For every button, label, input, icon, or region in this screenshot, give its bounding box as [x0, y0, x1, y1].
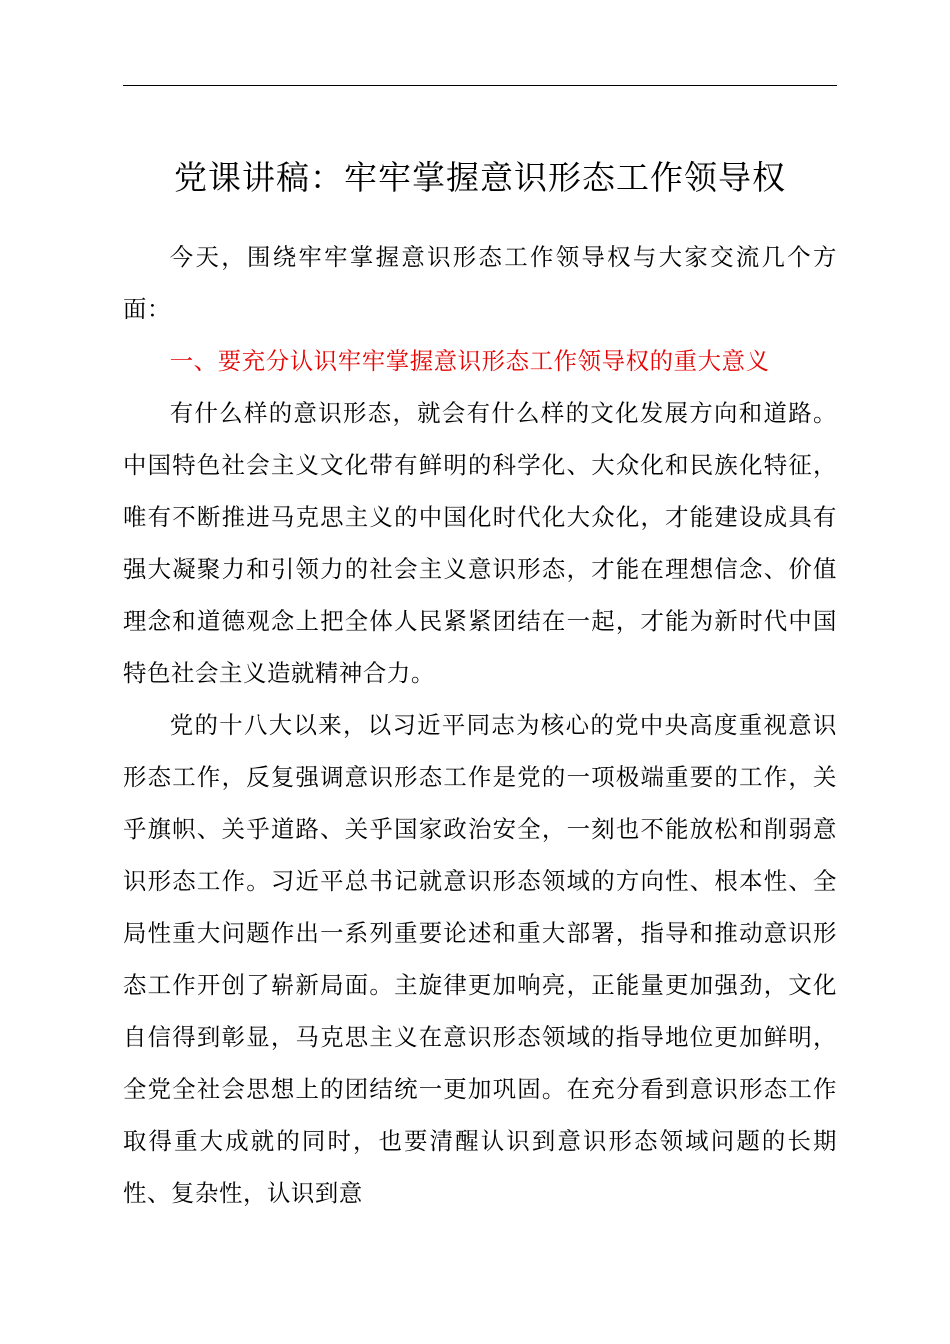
document-title: 党课讲稿：牢牢掌握意识形态工作领导权	[174, 158, 786, 197]
intro-paragraph: 今天，围绕牢牢掌握意识形态工作领导权与大家交流几个方面：	[123, 243, 837, 323]
body-paragraph-1: 有什么样的意识形态，就会有什么样的文化发展方向和道路。中国特色社会主义文化带有鲜明的科学化、大众化和民族化特征，唯有不断推进马克思主义的中国化时代化大众化，才能建设成具有强大凝聚力和引领力的社会主义意识形态，才能在理想信念、价值理念和道德观念上把全体人民紧紧团结在一起，才能为新时代中国特色社会主义造就精神合力。	[123, 399, 837, 687]
document-body	[123, 231, 837, 1219]
header-rule	[123, 85, 837, 86]
section-heading-1: 一、要充分认识牢牢掌握意识形态工作领导权的重大意义	[169, 347, 770, 375]
body-paragraph-2: 党的十八大以来，以习近平同志为核心的党中央高度重视意识形态工作，反复强调意识形态工作是党的一项极端重要的工作，关乎旗帜、关乎道路、关乎国家政治安全，一刻也不能放松和削弱意识形态工作。习近平总书记就意识形态领域的方向性、根本性、全局性重大问题作出一系列重要论述和重大部署，指导和推动意识形态工作开创了崭新局面。主旋律更加响亮，正能量更加强劲，文化自信得到彰显，马克思主义在意识形态领域的指导地位更加鲜明，全党全社会思想上的团结统一更加巩固。在充分看到意识形态工作取得重大成就的同时，也要清醒认识到意识形态领域问题的长期性、复杂性，认识到意	[123, 711, 837, 1207]
